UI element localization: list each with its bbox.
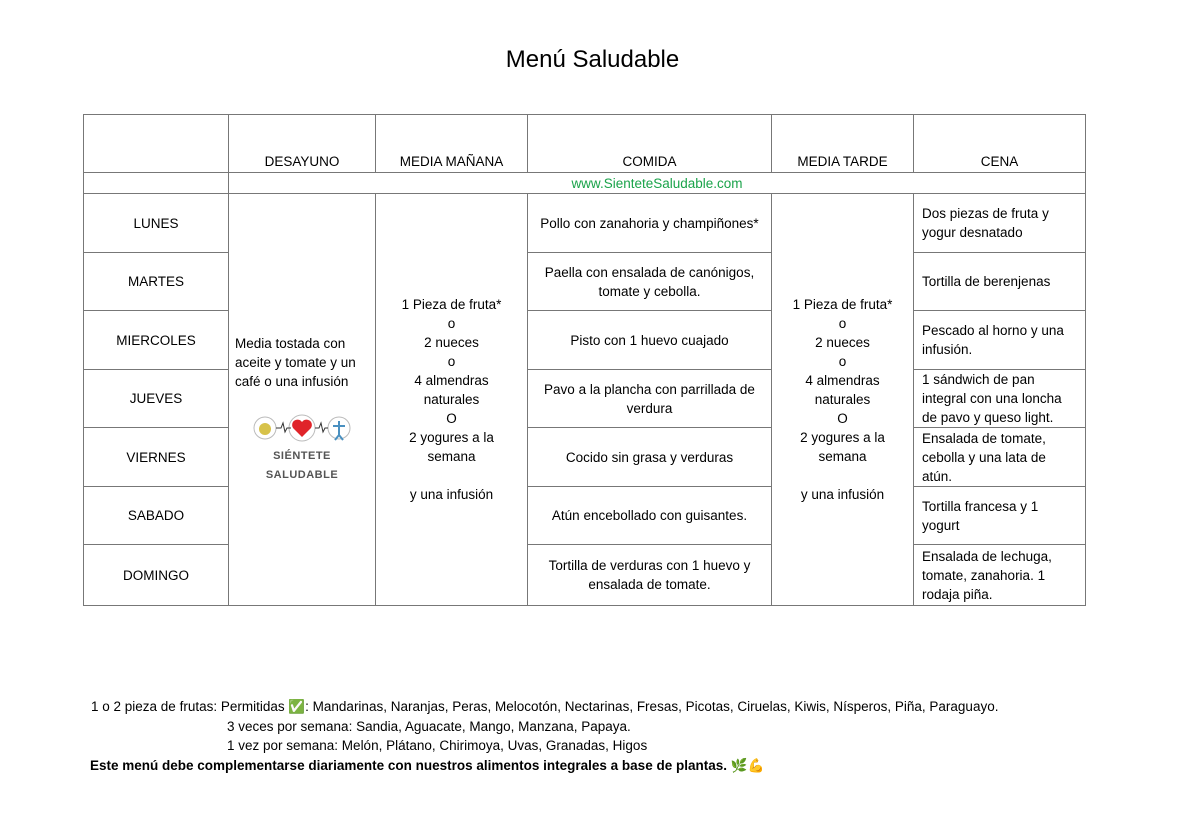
option-line: o xyxy=(838,354,847,369)
desayuno-cell xyxy=(229,194,376,606)
option-line: 2 yogures a la semana xyxy=(800,430,885,464)
option-line: 1 Pieza de fruta* xyxy=(401,297,502,312)
comida-cell: Pollo con zanahoria y champiñones* xyxy=(528,194,772,253)
day-label: DOMINGO xyxy=(84,545,229,606)
comida-cell: Paella con ensalada de canónigos, tomate y cebolla. xyxy=(528,253,772,311)
header-empty xyxy=(84,115,229,173)
siente-saludable-logo xyxy=(242,413,362,485)
menu-table xyxy=(83,114,1086,606)
day-label: JUEVES xyxy=(84,370,229,428)
option-line: O xyxy=(446,411,457,426)
option-line: 2 nueces xyxy=(424,335,479,350)
cena-cell: Ensalada de tomate, cebolla y una lata de atún. xyxy=(914,428,1086,487)
header-media-manana: MEDIA MAÑANA xyxy=(376,115,528,173)
cena-cell: Dos piezas de fruta y yogur desnatado xyxy=(914,194,1086,253)
note-once: 1 vez por semana: Melón, Plátano, Chirimoya, Uvas, Granadas, Higos xyxy=(227,738,648,753)
cena-cell: 1 sándwich de pan integral con una loncha de pavo y queso light. xyxy=(914,370,1086,428)
option-line: o xyxy=(447,354,456,369)
option-line: 2 yogures a la semana xyxy=(409,430,494,464)
desayuno-text: Media tostada con aceite y tomate y un café o una infusión xyxy=(235,336,356,389)
header-media-tarde: MEDIA TARDE xyxy=(772,115,914,173)
comida-cell: Cocido sin grasa y verduras xyxy=(528,428,772,487)
option-line: 4 almendras naturales xyxy=(414,373,489,407)
note-complement: Este menú debe complementarse diariamente con nuestros alimentos integrales a base de plantas. 🌿💪 xyxy=(90,757,765,773)
day-label: MARTES xyxy=(84,253,229,311)
header-desayuno: DESAYUNO xyxy=(229,115,376,173)
header-comida: COMIDA xyxy=(528,115,772,173)
option-line: y una infusión xyxy=(409,487,494,502)
page-title: Menú Saludable xyxy=(505,46,680,73)
option-line: y una infusión xyxy=(800,487,885,502)
comida-cell: Pavo a la plancha con parrillada de verdura xyxy=(528,370,772,428)
media-tarde-cell xyxy=(772,194,914,606)
heart-pulse-icon xyxy=(247,413,357,443)
cena-cell: Tortilla de berenjenas xyxy=(914,253,1086,311)
option-line: o xyxy=(447,316,456,331)
option-line: o xyxy=(838,316,847,331)
day-label: LUNES xyxy=(84,194,229,253)
logo-text: SIÉNTETE SALUDABLE xyxy=(265,450,339,481)
fruit-notes xyxy=(91,697,998,775)
day-label: SABADO xyxy=(84,487,229,545)
cena-cell: Ensalada de lechuga, tomate, zanahoria. 1 rodaja piña. xyxy=(914,545,1086,606)
option-line: O xyxy=(837,411,848,426)
header-cena: CENA xyxy=(914,115,1086,173)
option-line: 1 Pieza de fruta* xyxy=(792,297,893,312)
comida-cell: Tortilla de verduras con 1 huevo y ensalada de tomate. xyxy=(528,545,772,606)
website-empty xyxy=(84,173,229,194)
note-three-times: 3 veces por semana: Sandia, Aguacate, Mango, Manzana, Papaya. xyxy=(227,718,631,734)
website-link[interactable]: www.SienteteSaludable.com xyxy=(229,173,1086,194)
cena-cell: Pescado al horno y una infusión. xyxy=(914,311,1086,370)
comida-cell: Atún encebollado con guisantes. xyxy=(528,487,772,545)
option-line: 4 almendras naturales xyxy=(805,373,880,407)
comida-cell: Pisto con 1 huevo cuajado xyxy=(528,311,772,370)
note-allowed-fruits: 1 o 2 pieza de frutas: Permitidas ✅: Mandarinas, Naranjas, Peras, Melocotón, Nectarinas, Fresas, Picotas, Ciruelas, Kiwis, Nísperos, Piña, Paraguayo. xyxy=(91,699,999,714)
day-label: VIERNES xyxy=(84,428,229,487)
option-line: 2 nueces xyxy=(815,335,870,350)
media-manana-cell xyxy=(376,194,528,606)
day-label: MIERCOLES xyxy=(84,311,229,370)
cena-cell: Tortilla francesa y 1 yogurt xyxy=(914,487,1086,545)
